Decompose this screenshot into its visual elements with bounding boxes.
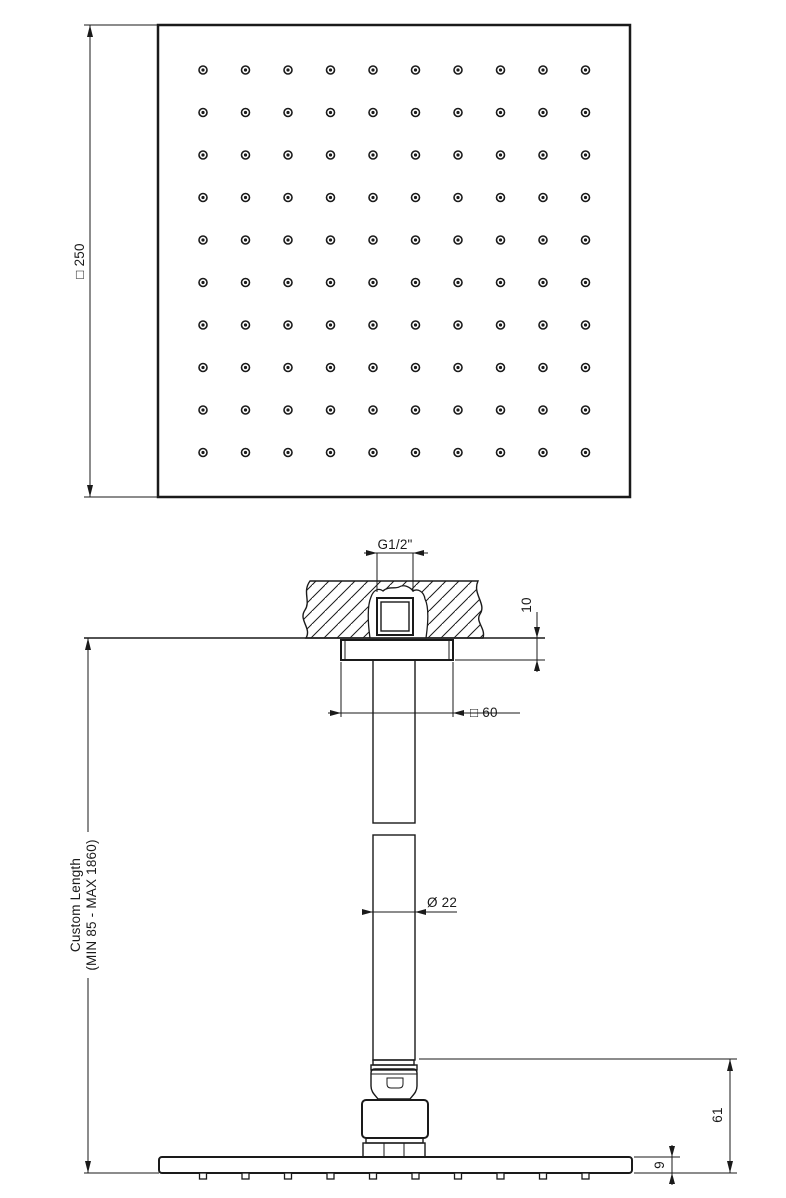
nozzle-dot-center xyxy=(499,196,502,199)
thread-label: G1/2" xyxy=(377,537,413,552)
nozzle-dot-center xyxy=(371,153,374,156)
nozzle-dot-center xyxy=(456,153,459,156)
nozzle-dot-center xyxy=(201,408,204,411)
nozzle-dot-center xyxy=(244,451,247,454)
dimension-rosette-size xyxy=(328,662,520,720)
nozzle-side xyxy=(370,1173,377,1179)
nozzle-dot-center xyxy=(541,451,544,454)
nozzle-dot-center xyxy=(499,451,502,454)
nozzle-dot-center xyxy=(286,238,289,241)
custom-length-label-line2: (MIN 85 - MAX 1860) xyxy=(84,839,99,971)
nozzle-dot-center xyxy=(286,323,289,326)
wall-fitting-outer xyxy=(377,598,413,635)
nozzle-dot-center xyxy=(499,366,502,369)
nozzle-dot-center xyxy=(584,451,587,454)
nozzle-dot-center xyxy=(456,281,459,284)
nozzle-dot-center xyxy=(456,111,459,114)
nozzle-dot-center xyxy=(286,196,289,199)
nozzle-dot-center xyxy=(499,323,502,326)
nozzle-dot-center xyxy=(541,196,544,199)
nozzle-dot-center xyxy=(456,238,459,241)
nozzle-dot-center xyxy=(456,323,459,326)
nozzle-dot-center xyxy=(499,238,502,241)
nozzle-dot-center xyxy=(541,111,544,114)
nozzle-dot-center xyxy=(201,281,204,284)
nozzle-dot-center xyxy=(329,196,332,199)
nozzle-dot-center xyxy=(201,323,204,326)
nozzle-dot-center xyxy=(201,111,204,114)
nozzle-side xyxy=(327,1173,334,1179)
nozzle-side xyxy=(455,1173,462,1179)
nozzle-dot-center xyxy=(584,153,587,156)
side-view xyxy=(68,537,737,1185)
nozzle-dot-center xyxy=(329,153,332,156)
nozzle-dot-center xyxy=(244,238,247,241)
rosette-size-label: □ 60 xyxy=(470,705,498,720)
nozzle-dot-center xyxy=(541,238,544,241)
pipe-diameter-label: Ø 22 xyxy=(427,895,458,910)
nozzle-dot-center xyxy=(414,196,417,199)
nozzle-dot-center xyxy=(456,451,459,454)
nozzle-dot-center xyxy=(244,408,247,411)
nozzle-dot-center xyxy=(329,366,332,369)
nozzle-dot-center xyxy=(244,323,247,326)
custom-length-label-line1: Custom Length xyxy=(68,857,83,953)
nozzle-dot-center xyxy=(499,68,502,71)
dimension-joint-height xyxy=(419,1059,737,1173)
nozzle-dot-center xyxy=(244,196,247,199)
nozzle-dot-center xyxy=(371,111,374,114)
nozzle-dot-center xyxy=(499,408,502,411)
ceiling-rosette xyxy=(341,640,453,660)
nozzle-dot-center xyxy=(541,153,544,156)
nozzle-dot-center xyxy=(584,238,587,241)
nozzle-dot-center xyxy=(414,366,417,369)
dimension-head-thickness xyxy=(634,1145,737,1185)
nozzle-side xyxy=(497,1173,504,1179)
nozzle-dot-center xyxy=(414,281,417,284)
nozzle-side xyxy=(200,1173,207,1179)
nozzle-dot-center xyxy=(371,366,374,369)
nozzle-dot-center xyxy=(286,366,289,369)
nozzle-dot-center xyxy=(499,153,502,156)
nozzle-dot-center xyxy=(329,238,332,241)
nozzle-dot-center xyxy=(499,111,502,114)
nozzle-dot-center xyxy=(329,451,332,454)
nozzle-dot-center xyxy=(371,238,374,241)
dimension-custom-length xyxy=(68,638,159,1173)
nozzle-dot-center xyxy=(286,153,289,156)
nozzle-dot-center xyxy=(244,366,247,369)
nozzle-dot-center xyxy=(371,323,374,326)
nozzle-dot-center xyxy=(414,153,417,156)
nozzle-dot-center xyxy=(329,281,332,284)
head-plate-outline xyxy=(159,1157,632,1173)
nozzle-dot-center xyxy=(244,281,247,284)
nozzle-dot-center xyxy=(541,366,544,369)
nozzle-dot-center xyxy=(286,111,289,114)
nozzle-dot-center xyxy=(201,366,204,369)
joint-body xyxy=(362,1100,428,1138)
nozzle-dot-center xyxy=(414,323,417,326)
nozzle-dot-center xyxy=(414,451,417,454)
nozzle-dot-center xyxy=(201,68,204,71)
nozzle-dot-center xyxy=(541,323,544,326)
nozzle-side xyxy=(540,1173,547,1179)
nozzle-dot-center xyxy=(584,196,587,199)
nozzle-dot-center xyxy=(329,408,332,411)
nozzle-dot-center xyxy=(456,68,459,71)
nozzle-dot-center xyxy=(286,408,289,411)
head-size-label: □ 250 xyxy=(72,243,87,279)
nozzle-dot-center xyxy=(414,408,417,411)
nozzle-dot-center xyxy=(201,451,204,454)
nozzle-dot-center xyxy=(371,68,374,71)
nozzle-dot-center xyxy=(371,451,374,454)
nozzle-dot-center xyxy=(329,111,332,114)
nozzle-dot-center xyxy=(244,153,247,156)
nozzle-dot-center xyxy=(584,111,587,114)
nozzle-dot-center xyxy=(541,68,544,71)
nozzle-dot-center xyxy=(371,281,374,284)
dimension-head-size xyxy=(72,25,158,497)
joint-height-label: 61 xyxy=(710,1107,725,1123)
nozzle-dot-center xyxy=(456,366,459,369)
nozzle-dot-center xyxy=(584,366,587,369)
nozzle-dot-center xyxy=(414,111,417,114)
nozzle-dot-center xyxy=(584,68,587,71)
nozzle-side xyxy=(242,1173,249,1179)
nozzle-dot-center xyxy=(584,408,587,411)
nozzle-dot-center xyxy=(541,281,544,284)
nozzle-side xyxy=(582,1173,589,1179)
nozzle-dot-center xyxy=(244,68,247,71)
nozzle-side xyxy=(412,1173,419,1179)
nozzle-dot-center xyxy=(286,68,289,71)
nozzle-dot-center xyxy=(201,153,204,156)
shower-head-face-outline xyxy=(158,25,630,497)
nozzle-dot-center xyxy=(244,111,247,114)
pipe-upper-segment xyxy=(373,660,415,823)
dimension-pipe-diameter xyxy=(362,895,457,915)
joint-notch xyxy=(387,1078,403,1088)
nozzle-dot-center xyxy=(499,281,502,284)
nozzle-dot-center xyxy=(201,238,204,241)
nozzle-dot-center xyxy=(286,281,289,284)
nozzle-dot-center xyxy=(371,196,374,199)
nozzle-dot-center xyxy=(584,281,587,284)
pipe-lower-segment xyxy=(373,835,415,1060)
nozzle-dot-center xyxy=(584,323,587,326)
nozzle-dot-center xyxy=(456,196,459,199)
connection-nut xyxy=(363,1143,425,1157)
shower-arm-pipe xyxy=(373,660,415,1060)
nozzle-dot-center xyxy=(414,68,417,71)
ceiling-section xyxy=(84,581,545,638)
joint-assembly xyxy=(362,1060,428,1157)
nozzle-dot-center xyxy=(329,68,332,71)
head-thickness-label: 9 xyxy=(652,1161,667,1169)
nozzle-dot-center xyxy=(286,451,289,454)
nozzle-dot-center xyxy=(329,323,332,326)
nozzle-dot-center xyxy=(456,408,459,411)
nozzle-dot-center xyxy=(371,408,374,411)
head-plate-side xyxy=(159,1157,632,1179)
face-view xyxy=(72,25,630,497)
nozzle-dot-center xyxy=(414,238,417,241)
nozzle-dot-center xyxy=(541,408,544,411)
nozzle-dot-center xyxy=(201,196,204,199)
nozzle-side xyxy=(285,1173,292,1179)
rosette-thickness-label: 10 xyxy=(519,597,534,613)
